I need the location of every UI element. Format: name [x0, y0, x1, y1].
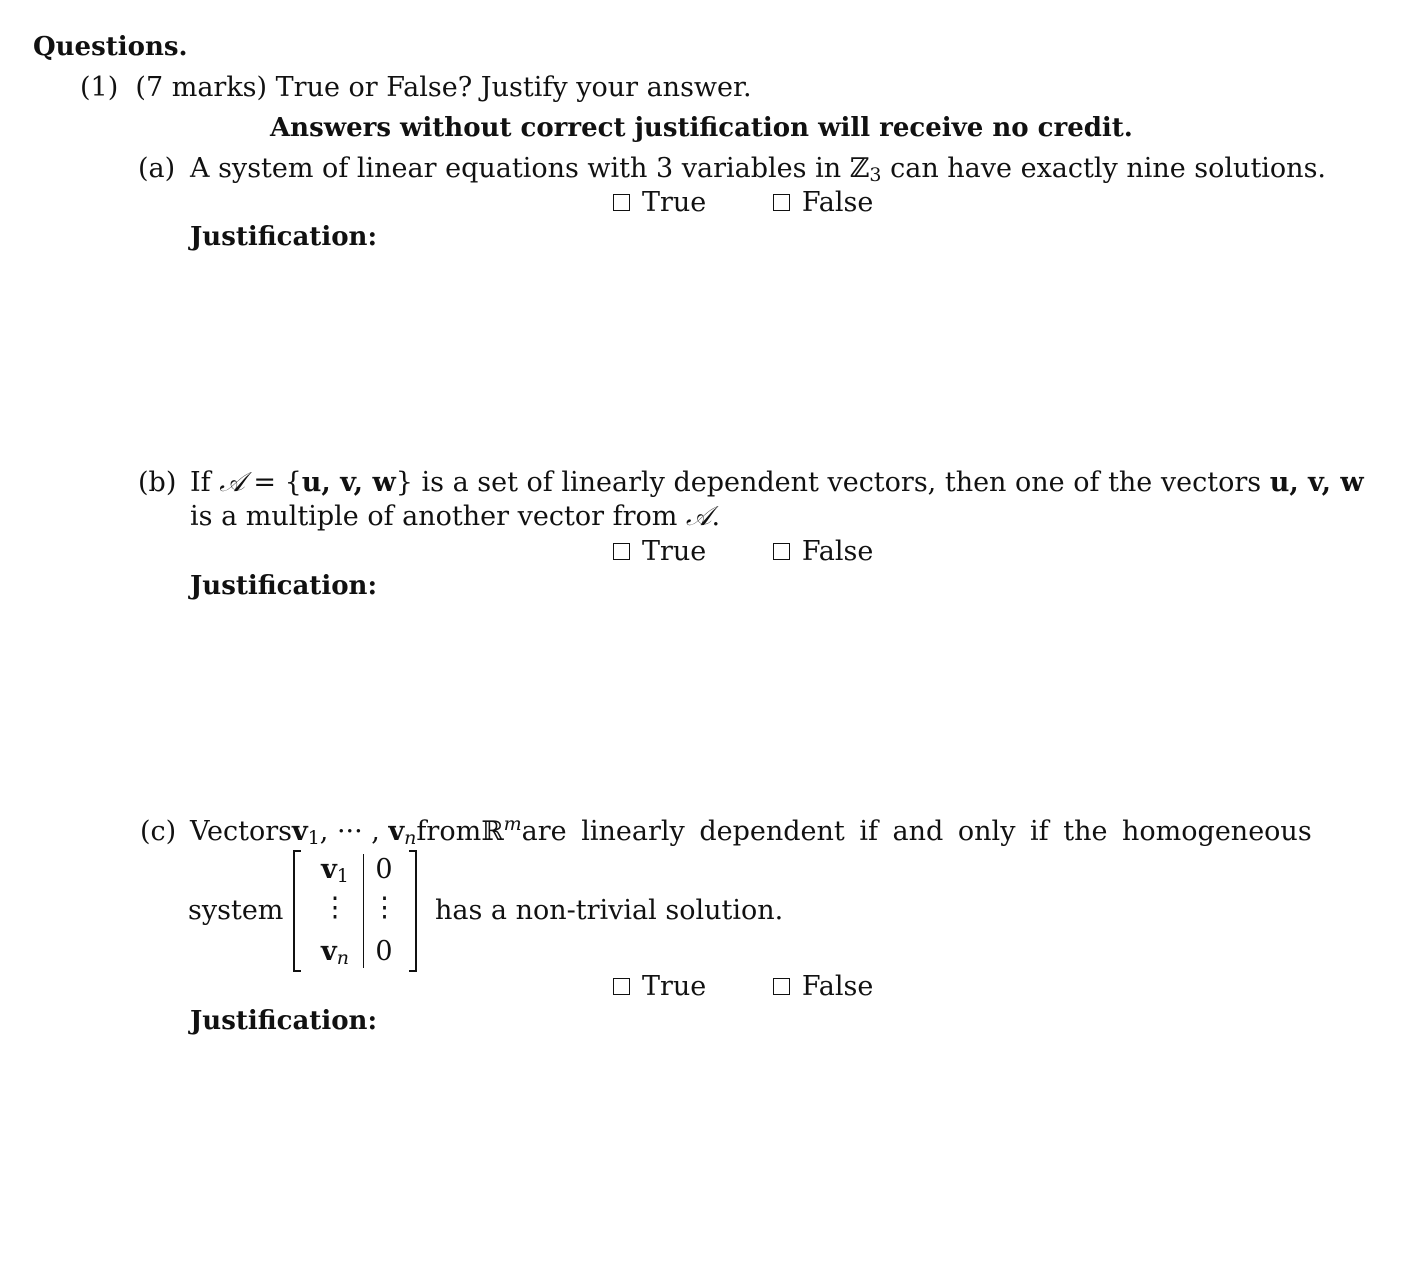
set-elements: u, v, w	[301, 467, 396, 498]
space-superscript: m	[503, 813, 522, 835]
part-c-system-word: system	[188, 895, 284, 926]
part-b-label: (b)	[138, 467, 177, 498]
question-number: (1)	[80, 72, 119, 103]
checkbox-icon[interactable]	[773, 543, 790, 560]
part-a-true-option[interactable]	[613, 189, 706, 216]
matrix-v1: v	[321, 854, 337, 885]
true-label: True	[642, 536, 707, 567]
set-name: 𝒜	[219, 467, 245, 498]
vector-vn: v	[388, 816, 405, 847]
part-a-statement	[190, 153, 1327, 186]
part-a-label: (a)	[138, 153, 176, 184]
matrix-vn-sub: n	[336, 947, 349, 969]
part-b-statement-line1	[190, 467, 1364, 498]
matrix-cell-r3c2: 0	[375, 936, 393, 967]
ellipsis: , ··· ,	[319, 816, 380, 847]
warning-text: Answers without correct justification will receive no credit.	[270, 113, 1133, 143]
checkbox-icon[interactable]	[613, 543, 630, 560]
space-symbol: ℝ	[481, 816, 504, 847]
false-label: False	[801, 536, 874, 567]
part-b-middle: } is a set of linearly dependent vectors, then one of the vectors	[395, 467, 1270, 498]
part-b-line1-content	[190, 469, 1364, 496]
vector-list: u, v, w	[1269, 467, 1364, 498]
true-label: True	[642, 971, 707, 1002]
part-b-if: If	[190, 467, 220, 498]
checkbox-icon[interactable]	[613, 978, 630, 995]
part-c-word-vectors: Vectors	[190, 816, 292, 847]
part-c-statement-line1	[190, 813, 1312, 849]
augment-bar	[363, 854, 364, 968]
matrix-cell-r1c1	[315, 854, 355, 887]
part-c-vector-range	[292, 816, 417, 849]
field-subscript: 3	[869, 164, 882, 186]
part-b-false-option[interactable]	[773, 538, 873, 565]
field-symbol: ℤ	[849, 153, 870, 184]
part-a-choices	[613, 189, 873, 216]
question-prompt: True or False? Justify your answer.	[275, 72, 752, 103]
part-c-word-from: from	[416, 816, 482, 847]
part-a-text-before: A system of linear equations with 3 variables in	[190, 153, 850, 184]
page-title: Questions.	[33, 32, 188, 62]
matrix-cell-r3c1	[315, 936, 355, 969]
part-b-line2-end: .	[711, 501, 721, 532]
checkbox-icon[interactable]	[773, 978, 790, 995]
part-c-after-matrix: has a non-trivial solution.	[435, 895, 784, 926]
part-c-space	[481, 813, 522, 847]
part-c-choices	[613, 973, 873, 1000]
checkbox-icon[interactable]	[773, 194, 790, 211]
part-b-statement-line2	[190, 503, 720, 530]
part-c-true-option[interactable]	[613, 973, 706, 1000]
false-label: False	[801, 971, 874, 1002]
matrix-cell-r1c2: 0	[375, 854, 393, 885]
part-a-answer-area[interactable]	[190, 260, 1280, 450]
part-b-answer-area[interactable]	[190, 610, 1280, 800]
part-c-answer-area[interactable]	[190, 1045, 1280, 1235]
part-a-justification-label: Justification:	[190, 222, 378, 252]
v1-subscript: 1	[307, 827, 320, 849]
part-c-rest: are linearly dependent if and only if the homogeneous	[521, 816, 1312, 847]
part-c-label: (c)	[140, 816, 177, 847]
part-a-text-after: can have exactly nine solutions.	[881, 153, 1327, 184]
question-marks: (7 marks)	[135, 72, 268, 103]
part-a-false-option[interactable]	[773, 189, 873, 216]
true-label: True	[642, 187, 707, 218]
part-b-justification-label: Justification:	[190, 571, 378, 601]
vector-v1: v	[292, 816, 308, 847]
set-name-2: 𝒜	[685, 501, 712, 532]
part-b-equals: = {	[244, 467, 302, 498]
checkbox-icon[interactable]	[613, 194, 630, 211]
part-b-true-option[interactable]	[613, 538, 706, 565]
vn-subscript: n	[404, 827, 417, 849]
question-line	[80, 74, 752, 101]
right-bracket	[409, 850, 417, 972]
left-bracket	[293, 850, 301, 972]
matrix-v1-sub: 1	[336, 865, 349, 887]
matrix-vn: v	[321, 936, 337, 967]
false-label: False	[801, 187, 874, 218]
part-b-line2-start: is a multiple of another vector from	[190, 501, 686, 532]
matrix-cell-r2c2: ⋮	[371, 892, 398, 923]
part-b-choices	[613, 538, 873, 565]
augmented-matrix	[293, 850, 417, 972]
matrix-cell-r2c1: ⋮	[321, 892, 349, 923]
part-c-false-option[interactable]	[773, 973, 873, 1000]
part-c-justification-label: Justification:	[190, 1006, 378, 1036]
